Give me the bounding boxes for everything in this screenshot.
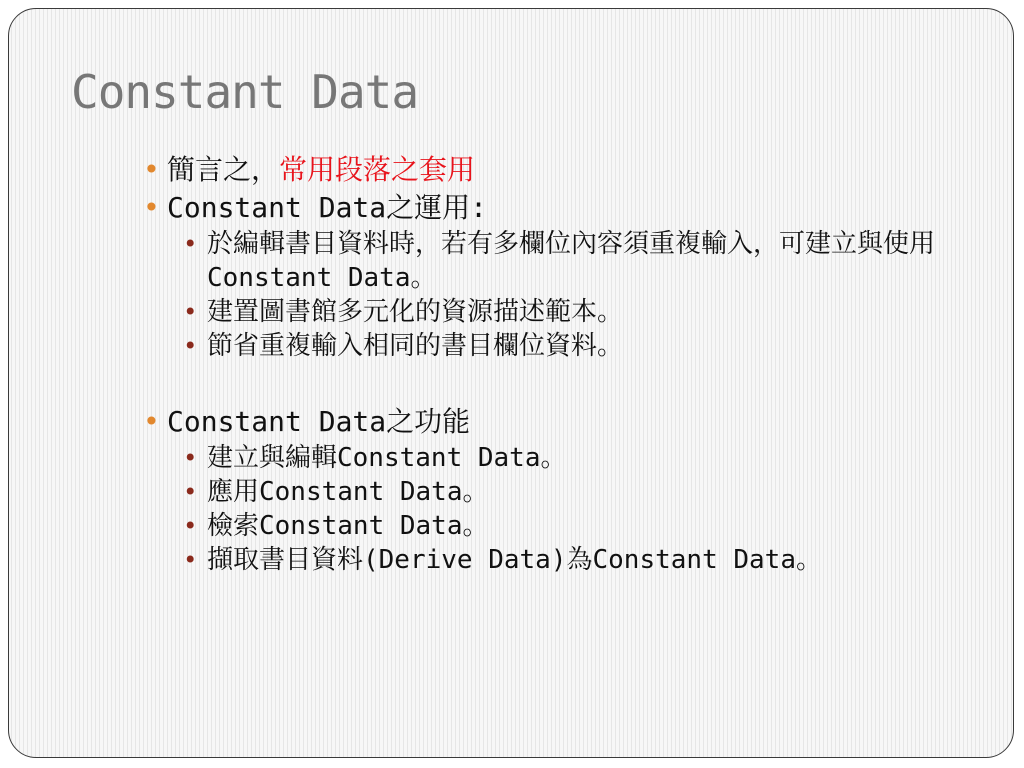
sub-bullet-text: 建置圖書館多元化的資源描述範本。 xyxy=(207,297,624,327)
summary-highlight: 常用段落之套用 xyxy=(279,153,476,186)
sub-bullet-dot-icon: • xyxy=(183,298,198,326)
bullet-functions-heading xyxy=(139,403,999,441)
sub-bullet-function-4 xyxy=(139,543,999,577)
sub-bullet-text: 檢索Constant Data。 xyxy=(207,511,489,541)
sub-bullet-function-2 xyxy=(139,475,999,509)
sub-bullet-dot-icon: • xyxy=(183,230,198,258)
usage-heading-text: Constant Data之運用: xyxy=(167,191,488,224)
slide-title: Constant Data xyxy=(71,65,419,119)
bullet-dot-icon: • xyxy=(143,405,160,438)
sub-bullet-text: 節省重複輸入相同的書目欄位資料。 xyxy=(207,331,624,361)
sub-bullet-usage-3 xyxy=(139,329,999,363)
sub-bullet-usage-1 xyxy=(139,227,999,295)
bullet-dot-icon: • xyxy=(143,191,160,224)
bullet-summary xyxy=(139,151,999,189)
sub-bullet-text: 擷取書目資料(Derive Data)為Constant Data。 xyxy=(207,545,822,575)
sub-bullet-dot-icon: • xyxy=(183,332,198,360)
sub-bullet-function-3 xyxy=(139,509,999,543)
bullet-dot-icon: • xyxy=(143,153,160,186)
functions-heading-text: Constant Data之功能 xyxy=(167,405,471,438)
summary-prefix: 簡言之， xyxy=(167,153,280,186)
section-spacer xyxy=(139,363,999,403)
bullet-usage-heading xyxy=(139,189,999,227)
sub-bullet-dot-icon: • xyxy=(183,478,198,506)
sub-bullet-dot-icon: • xyxy=(183,546,198,574)
sub-bullet-dot-icon: • xyxy=(183,512,198,540)
slide-content xyxy=(139,151,999,577)
slide xyxy=(8,8,1014,758)
sub-bullet-text: 建立與編輯Constant Data。 xyxy=(207,443,567,473)
sub-bullet-dot-icon: • xyxy=(183,444,198,472)
sub-bullet-function-1 xyxy=(139,441,999,475)
sub-bullet-usage-2 xyxy=(139,295,999,329)
sub-bullet-text: 應用Constant Data。 xyxy=(207,477,489,507)
sub-bullet-text: 於編輯書目資料時，若有多欄位內容須重複輸入，可建立與使用Constant Data。 xyxy=(207,229,936,293)
